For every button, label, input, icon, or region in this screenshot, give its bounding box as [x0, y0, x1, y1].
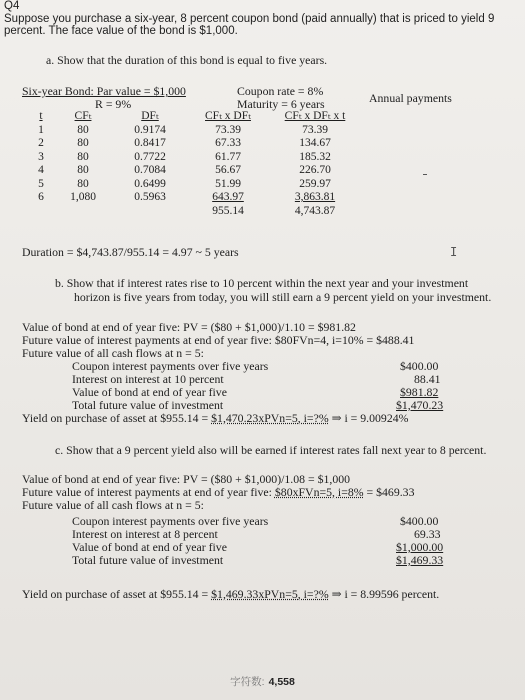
cell: 134.67	[299, 137, 331, 149]
char-count-value: 4,558	[268, 676, 295, 688]
cell: 0.9174	[134, 123, 166, 136]
table-totals-row	[30, 205, 440, 219]
cell: 61.77	[215, 150, 241, 163]
cell: 80	[77, 150, 89, 163]
cell: 67.33	[215, 137, 241, 149]
part-c-item-value: $400.00	[400, 514, 439, 528]
table-header-row	[30, 110, 440, 124]
col-t: t	[39, 110, 43, 122]
part-b-pv: Value of bond at end of year five: PV = ($80 + $1,000)/1.10 = $981.82	[22, 320, 356, 334]
question-prompt: Suppose you purchase a six-year, 8 percent coupon bond (paid annually) that is priced to yield 9 percent. The face value of the bond is $1,000.	[4, 12, 495, 37]
part-c-item-label: Coupon interest payments over five years	[72, 514, 269, 528]
cell: 80	[77, 164, 89, 176]
char-counter	[0, 674, 525, 689]
cell: 0.6499	[134, 177, 166, 190]
part-c-item-value: $1,000.00	[396, 540, 444, 554]
table-row	[30, 137, 440, 151]
cell: 226.70	[299, 164, 331, 176]
part-b-yield	[22, 411, 408, 426]
bond-label: Six-year Bond: Par value = $1,000	[22, 84, 186, 98]
question-id: Q4	[4, 0, 20, 12]
duration-table	[30, 110, 440, 218]
part-b-item-value: $1,470.23	[396, 398, 444, 412]
part-a-question: a. Show that the duration of this bond is equal to five years.	[46, 53, 328, 67]
cell: 80	[77, 123, 89, 136]
annual-payments: Annual payments	[369, 91, 452, 105]
part-b-all-cf: Future value of all cash flows at n = 5:	[22, 346, 204, 360]
part-b-item-value: $400.00	[400, 359, 439, 373]
cell: 0.8417	[134, 137, 166, 149]
cell: 5	[38, 177, 44, 190]
cell: 2	[38, 137, 44, 149]
total-cfdf: 955.14	[212, 204, 244, 217]
cell: 73.39	[215, 123, 241, 136]
fv-suffix: = $469.33	[363, 485, 415, 499]
cell: 3,863.81	[294, 191, 336, 203]
cell: 3	[38, 150, 44, 163]
cell: 1,080	[70, 191, 96, 203]
part-c-item-value: 69.33	[414, 527, 441, 541]
col-cfdf: CFₜ x DFₜ	[205, 110, 251, 122]
col-df: DFₜ	[141, 110, 159, 122]
cell: 6	[38, 191, 44, 203]
part-b-item-label: Coupon interest payments over five years	[72, 359, 269, 373]
cell: 0.5963	[134, 191, 166, 203]
cell: 0.7084	[134, 164, 166, 176]
cell: 4	[38, 164, 44, 176]
table-row	[30, 164, 440, 178]
fv-expression: $80xFVn=5, i=8%	[274, 485, 364, 499]
part-b-item-label: Total future value of investment	[72, 398, 224, 412]
char-count-label: 字符数:	[230, 676, 265, 688]
yield-prefix: Yield on purchase of asset at $955.14 =	[22, 587, 212, 601]
part-b-item-label: Interest on interest at 10 percent	[72, 372, 224, 386]
table-row	[30, 151, 440, 165]
table-row	[30, 191, 440, 205]
cell: 80	[77, 177, 89, 190]
table-row	[30, 124, 440, 138]
part-b-fv: Future value of interest payments at end of year five: $80FVn=4, i=10% = $488.41	[22, 333, 415, 347]
cell: 185.32	[299, 150, 331, 163]
part-c-question: c. Show that a 9 percent yield also will be earned if interest rates fall next year to 8 percent.	[55, 443, 487, 457]
part-c-item-label: Interest on interest at 8 percent	[72, 527, 218, 541]
col-cfdft: CFₜ x DFₜ x t	[284, 110, 346, 122]
cell: 51.99	[215, 177, 241, 190]
part-b-question-line1: b. Show that if interest rates rise to 10 percent within the next year and your investment	[55, 276, 469, 290]
yield-result: ⇒ i = 9.00924%	[331, 411, 409, 425]
part-b-item-value: 88.41	[414, 372, 441, 386]
part-b-item-value: $981.82	[400, 385, 439, 399]
part-c-pv: Value of bond at end of year five: PV = ($80 + $1,000)/1.08 = $1,000	[22, 472, 351, 486]
maturity: Maturity = 6 years	[237, 97, 325, 111]
coupon-rate: Coupon rate = 8%	[237, 84, 324, 98]
r-label: R = 9%	[95, 97, 132, 111]
cell: 259.97	[299, 177, 331, 190]
part-c-all-cf: Future value of all cash flows at n = 5:	[22, 498, 204, 512]
yield-expression: $1,470.23xPVn=5, i=?%	[211, 411, 329, 425]
part-c-item-label: Value of bond at end of year five	[72, 540, 227, 554]
total-cfdft: 4,743.87	[294, 204, 336, 217]
cell: 56.67	[215, 164, 241, 176]
col-cf: CFₜ	[74, 110, 92, 122]
yield-expression: $1,469.33xPVn=5, i=?%	[211, 587, 329, 601]
part-c-item-label: Total future value of investment	[72, 553, 224, 567]
question-header	[4, 0, 519, 38]
part-c-item-value: $1,469.33	[396, 553, 444, 567]
fv-prefix: Future value of interest payments at end of year five:	[22, 485, 275, 499]
cell: 80	[77, 137, 89, 149]
cell: 643.97	[212, 191, 244, 203]
yield-result: ⇒ i = 8.99596 percent.	[331, 587, 440, 601]
part-b-item-label: Value of bond at end of year five	[72, 385, 227, 399]
cell: 73.39	[302, 123, 328, 136]
stray-mark	[423, 174, 427, 175]
part-b-question-line2: horizon is five years from today, you will still earn a 9 percent yield on your investment.	[74, 290, 492, 304]
yield-prefix: Yield on purchase of asset at $955.14 =	[22, 411, 212, 425]
table-row	[30, 178, 440, 192]
cell: 1	[38, 123, 44, 136]
text-cursor-icon: I	[450, 245, 458, 259]
duration-result: Duration = $4,743.87/955.14 = 4.97 ~ 5 years	[22, 245, 239, 259]
cell: 0.7722	[134, 150, 166, 163]
part-c-yield	[22, 587, 439, 602]
